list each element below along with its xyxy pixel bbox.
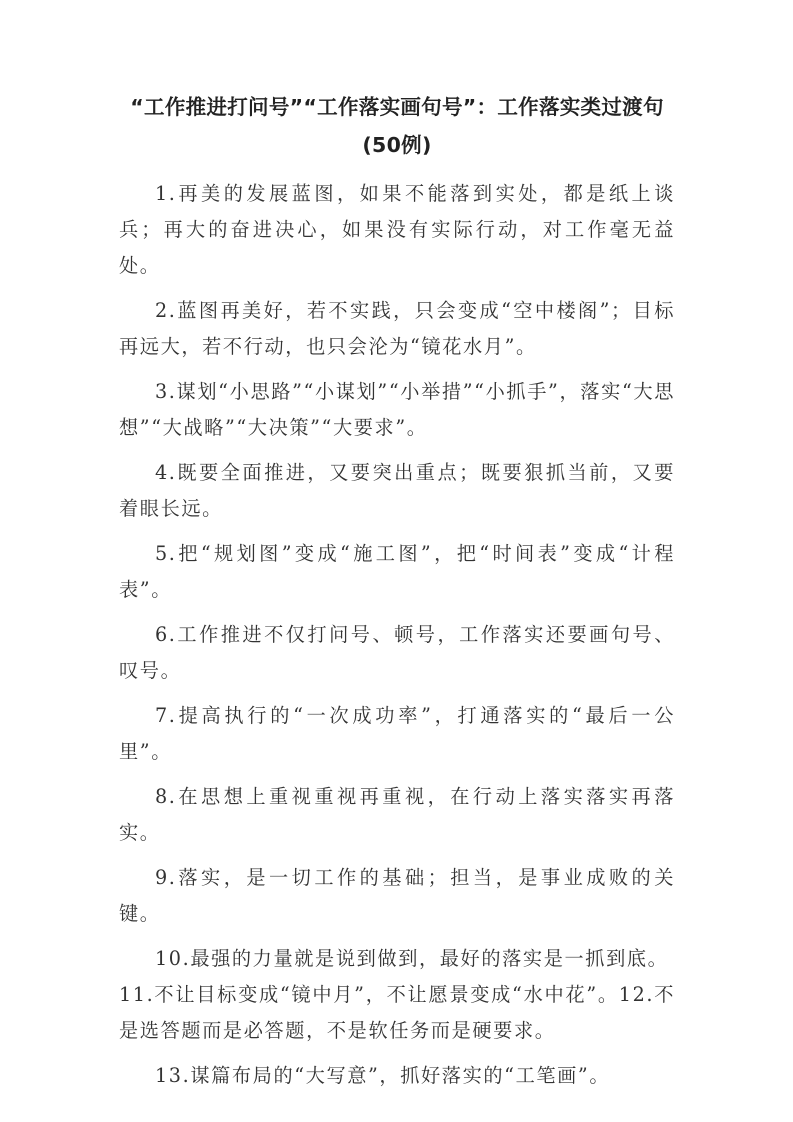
paragraph-13: 13.谋篇布局的“大写意”，抓好落实的“工笔画”。: [155, 1064, 611, 1087]
paragraph-7: 7.提高执行的“一次成功率”，打通落实的“最后一公里”。: [119, 704, 675, 763]
title-block: [119, 88, 675, 164]
document-title: “工作推进打问号”“工作落实画句号”：工作落实类过渡句(50例): [130, 95, 664, 157]
paragraph-9: 9.落实，是一切工作的基础；担当，是事业成败的关键。: [119, 866, 675, 925]
paragraph-3: 3.谋划“小思路”“小谋划”“小举措”“小抓手”，落实“大思想”“大战略”“大决策”“大要求”。: [119, 380, 675, 439]
paragraph-1: 1.再美的发展蓝图，如果不能落到实处，都是纸上谈兵；再大的奋进决心，如果没有实际行动，对工作毫无益处。: [119, 182, 675, 277]
paragraph-2: 2.蓝图再美好，若不实践，只会变成“空中楼阁”；目标再远大，若不行动，也只会沦为“镜花水月”。: [119, 299, 675, 358]
paragraph-4: 4.既要全面推进，又要突出重点；既要狠抓当前，又要着眼长远。: [119, 461, 675, 520]
paragraph-5: 5.把“规划图”变成“施工图”，把“时间表”变成“计程表”。: [119, 542, 675, 601]
paragraph-8: 8.在思想上重视重视再重视，在行动上落实落实再落实。: [119, 785, 675, 844]
paragraph-11-12: 11.不让目标变成“镜中月”，不让愿景变成“水中花”。12.不是选答题而是必答题，不是软任务而是硬要求。: [119, 983, 675, 1042]
document-body: [119, 88, 675, 1094]
paragraph-6: 6.工作推进不仅打问号、顿号，工作落实还要画句号、叹号。: [119, 623, 675, 682]
paragraph-10: 10.最强的力量就是说到做到，最好的落实是一抓到底。: [155, 947, 669, 970]
